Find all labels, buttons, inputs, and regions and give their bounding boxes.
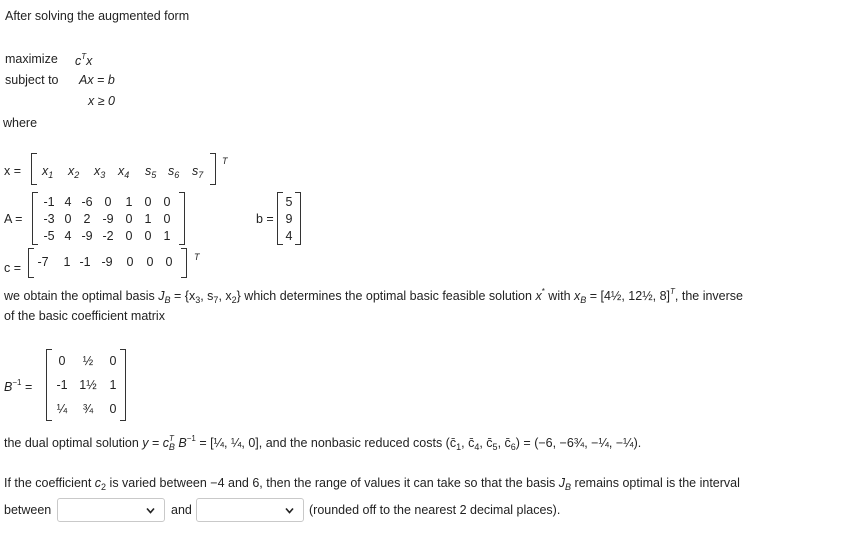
x-var: $x_3$ xyxy=(94,164,106,180)
b-inverse-cell: 0 xyxy=(109,354,117,368)
question-line: If the coefficient $c_2$ is varied between −4 and 6, then the range of values it can take so that the basis $J_B$ remains optimal is the interval xyxy=(4,476,740,492)
a-matrix-cell: -9 xyxy=(102,212,114,226)
s-var: $s_7$ xyxy=(192,164,204,180)
b-inverse-cell: ¾ xyxy=(82,402,94,416)
optimal-basis-line-2: of the basic coefficient matrix xyxy=(4,309,165,323)
a-matrix-cell: 0 xyxy=(104,195,112,209)
a-matrix-cell: -2 xyxy=(102,229,114,243)
a-matrix-cell: -1 xyxy=(43,195,55,209)
a-matrix-cell: 4 xyxy=(64,195,72,209)
a-matrix-cell: -5 xyxy=(43,229,55,243)
c-vector-value: -1 xyxy=(79,255,91,269)
a-matrix-cell: 0 xyxy=(163,195,171,209)
b-vector-lhs: b = xyxy=(256,212,274,226)
a-matrix-cell: 0 xyxy=(163,212,171,226)
x-var: $x_2$ xyxy=(68,164,80,180)
c-vector-value: 0 xyxy=(146,255,154,269)
b-inverse-cell: ½ xyxy=(82,354,94,368)
a-matrix-cell: 4 xyxy=(64,229,72,243)
c-vector-lhs: c = xyxy=(4,261,22,275)
c-vector-value: 0 xyxy=(165,255,173,269)
upper-bound-dropdown[interactable] xyxy=(196,498,304,522)
a-matrix-cell: 1 xyxy=(125,195,133,209)
b-value: 4 xyxy=(285,229,293,243)
a-matrix-cell: 0 xyxy=(144,195,152,209)
b-inverse-cell: 0 xyxy=(109,402,117,416)
x-var: $x_1$ xyxy=(42,164,54,180)
a-matrix-cell: 0 xyxy=(125,229,133,243)
optimal-basis-line: we obtain the optimal basis $J_B = \{x_3$, $s_7$, $x_2$} which determines the optimal basic feasible solution x* with $x_B$ = [4½, 12½, 8]$^T$, the inverse xyxy=(4,287,743,305)
x-transpose: T xyxy=(222,156,228,166)
maximize-label: maximize xyxy=(5,52,58,66)
b-value: 5 xyxy=(285,195,293,209)
a-matrix-cell: -6 xyxy=(81,195,93,209)
x-var: $x_4$ xyxy=(118,164,130,180)
c-vector-value: -9 xyxy=(101,255,113,269)
a-matrix-cell: 0 xyxy=(125,212,133,226)
a-matrix-cell: 0 xyxy=(64,212,72,226)
a-matrix-cell: -3 xyxy=(43,212,55,226)
between-label: between xyxy=(4,503,52,517)
c-vector-value: 1 xyxy=(63,255,71,269)
s-var: $s_6$ xyxy=(168,164,180,180)
maximize-expression: $c^Tx$ xyxy=(75,52,93,68)
a-matrix-cell: 2 xyxy=(83,212,91,226)
intro-text: After solving the augmented form xyxy=(5,9,190,23)
a-matrix-lhs: A = xyxy=(4,212,23,226)
rounding-note: (rounded off to the nearest 2 decimal places). xyxy=(309,503,561,517)
constraint-nonneg: x ≥ 0 xyxy=(88,94,116,108)
c-vector-value: -7 xyxy=(37,255,49,269)
s-var: $s_5$ xyxy=(145,164,157,180)
c-transpose: T xyxy=(194,252,200,262)
a-matrix-cell: 1 xyxy=(144,212,152,226)
b-inverse-cell: 1 xyxy=(109,378,117,392)
b-inverse-cell: 0 xyxy=(58,354,66,368)
chevron-down-icon xyxy=(284,505,295,516)
b-value: 9 xyxy=(285,212,293,226)
constraint-ax-b: Ax = b xyxy=(79,73,115,87)
subject-to-label: subject to xyxy=(5,73,59,87)
a-matrix-cell: -9 xyxy=(81,229,93,243)
chevron-down-icon xyxy=(145,505,156,516)
x-vector-lhs: x = xyxy=(4,164,22,178)
dual-solution-line: the dual optimal solution $y = c^T_B$ $B^{-1}$ = [¼, ¼, 0], and the nonbasic reduced costs ($c̄_1$, $c̄_4$, $c̄_5$, $c̄_6) = (-6$, −6¾, −¼, −¼). xyxy=(4,434,642,452)
c-vector-value: 0 xyxy=(126,255,134,269)
b-inverse-cell: ¼ xyxy=(56,402,68,416)
lower-bound-dropdown[interactable] xyxy=(57,498,165,522)
a-matrix-cell: 0 xyxy=(144,229,152,243)
and-label: and xyxy=(171,503,192,517)
b-inverse-cell: 1½ xyxy=(79,378,97,392)
b-inverse-cell: -1 xyxy=(56,378,68,392)
a-matrix-cell: 1 xyxy=(163,229,171,243)
where-label: where xyxy=(3,116,38,130)
b-inverse-lhs: $B^{-1}$ = xyxy=(4,378,33,394)
